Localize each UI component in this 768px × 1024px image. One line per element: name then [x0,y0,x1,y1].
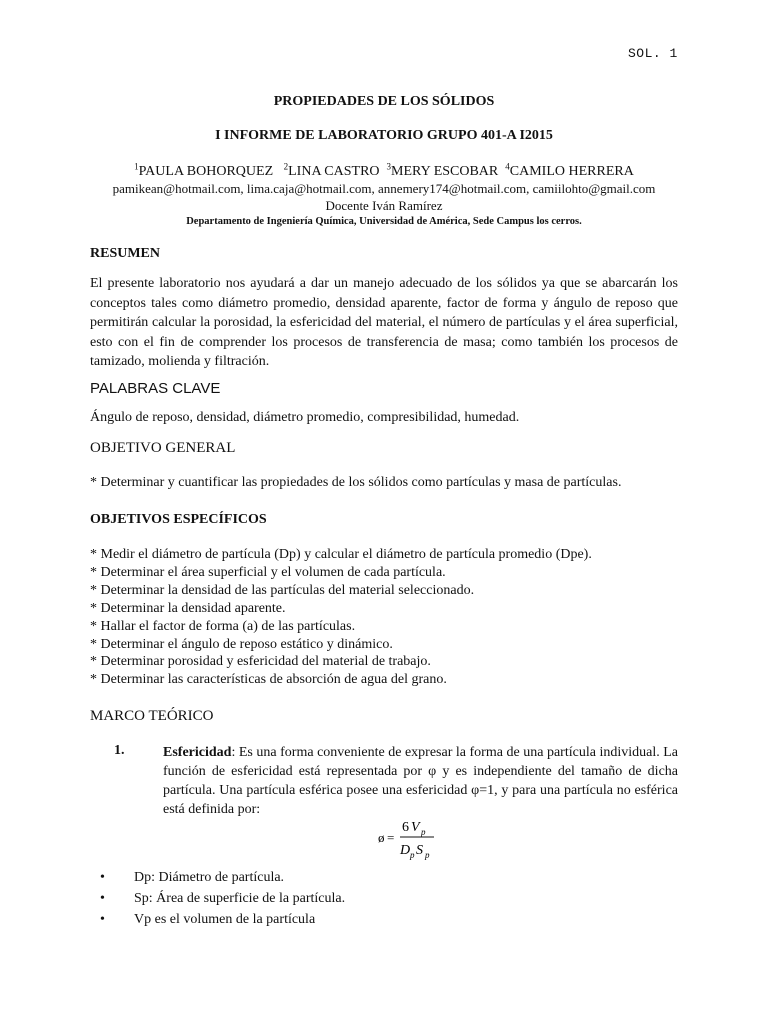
resumen-heading: RESUMEN [90,246,161,261]
author-name: MERY ESCOBAR [391,164,499,179]
objetivos-especificos-list [90,546,592,689]
sphericity-formula [378,814,448,862]
list-item-text: Vp es el volumen de la partícula [134,912,316,927]
author-list [0,161,768,180]
list-item-text: Dp: Diámetro de partícula. [134,870,285,885]
author-name: PAULA BOHORQUEZ [138,164,274,179]
formula-numerator-sub: p [421,827,426,837]
esfericidad-paragraph [163,743,678,819]
palabras-clave-body: Ángulo de reposo, densidad, diámetro promedio, compresibilidad, humedad. [90,410,520,425]
formula-denominator-sub2: p [425,850,430,860]
document-title: PROPIEDADES DE LOS SÓLIDOS [273,94,495,109]
formula-denominator-sub1: p [410,850,415,860]
bullet-icon: • [100,912,105,927]
page-label: SOL. 1 [628,46,678,61]
list-number: 1. [114,743,125,758]
bullet-icon: • [100,891,105,906]
resumen-body: El presente laboratorio nos ayudará a dar un manejo adecuado de los sólidos ya que se abarcarán los conceptos tales como diámetro promedio, densidad aparente, factor de forma y ángulo de reposo que permitirán calcular la porosidad, la esfericidad del material, el número de partículas y el área superficial, esto con el fin de comprender los procesos de transferencia de masa; como también los procesos de tamizado, molienda y filtración. [90,276,678,369]
author [505,161,634,179]
formula-lhs: ø [378,830,385,845]
formula-equals: = [387,830,395,845]
author-mark: 4 [505,161,510,172]
document-subtitle: I INFORME DE LABORATORIO GRUPO 401-A I2015 [215,128,553,143]
formula-denominator-var1: D [400,843,411,858]
author-mark: 2 [283,161,289,172]
author [386,161,499,179]
author-mark: 1 [134,161,139,172]
formula-denominator-var2: S [416,843,423,858]
author-mark: 3 [386,161,392,172]
list-item: * Determinar las características de absorción de agua del grano. [90,672,447,688]
list-item-text: Sp: Área de superficie de la partícula. [134,891,346,906]
objetivo-general-body: * Determinar y cuantificar las propiedades de los sólidos como partículas y masa de partículas. [90,475,622,490]
bullet-icon: • [100,870,105,885]
list-item: * Determinar el área superficial y el volumen de cada partícula. [90,564,446,580]
formula-numerator-var: V [411,820,420,835]
department-line: Departamento de Ingeniería Química, Universidad de América, Sede Campus los cerros. [186,216,582,227]
list-item: * Medir el diámetro de partícula (Dp) y calcular el diámetro de partícula promedio (Dpe). [90,547,592,562]
author-name: CAMILO HERRERA [509,164,634,179]
author [283,161,380,179]
objetivos-especificos-heading: OBJETIVOS ESPECÍFICOS [90,512,267,527]
list-item: * Determinar el ángulo de reposo estático y dinámico. [90,636,393,652]
list-item: * Hallar el factor de forma (a) de las partículas. [90,618,356,634]
objetivo-general-heading: OBJETIVO GENERAL [90,440,236,456]
author-name: LINA CASTRO [288,164,380,179]
docente-line: Docente Iván Ramírez [325,198,443,213]
esfericidad-term: Esfericidad [163,745,232,760]
list-item: * Determinar la densidad aparente. [90,600,286,616]
marco-teorico-heading: MARCO TEÓRICO [90,708,214,724]
list-item: * Determinar la densidad de las partículas del material seleccionado. [90,582,475,598]
author [134,161,274,179]
author-emails: pamikean@hotmail.com, lima.caja@hotmail.com, annemery174@hotmail.com, camiilohto@gmail.com [112,181,656,196]
palabras-clave-heading: PALABRAS CLAVE [90,380,221,397]
formula-numerator-coef: 6 [402,820,409,835]
esfericidad-text: : Es una forma conveniente de expresar la forma de una partícula individual. La función de esfericidad está representada por φ y es independiente del tamaño de dicha partícula. Una partícula esférica posee una esfericidad φ=1, y para una partícula no esférica está definida por: [163,745,678,817]
list-item: * Determinar porosidad y esfericidad del material de trabajo. [90,654,431,670]
